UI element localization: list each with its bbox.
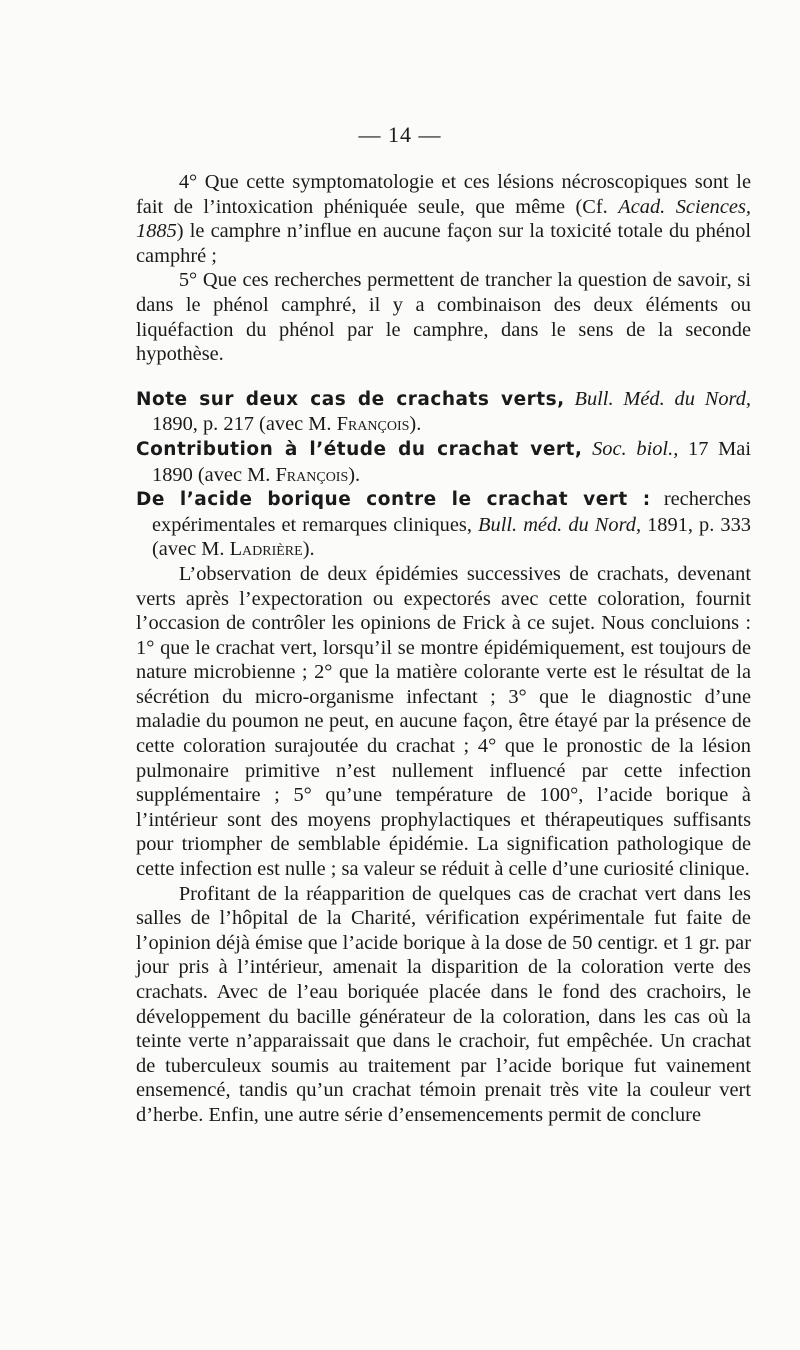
- page-body: [136, 170, 751, 1128]
- page-number: — 14 —: [358, 122, 442, 147]
- conclusion-4: 4° Que cette symptomatologie et ces lésions nécroscopiques sont le fait de l’intoxication phéniquée seule, que même (Cf. Acad. Sciences, 1885) le camphre n’influe en aucune façon sur la toxicité totale du phénol camphré ;: [136, 171, 751, 267]
- observation-paragraph: L’observation de deux épidémies successives de crachats, devenant verts après l’expectoration ou expectorés avec cette coloration, fournit l’occasion de contrôler les opinions de Frick à ce sujet. Nous concluions : 1° que le crachat vert, lorsqu’il se montre épidémiquement, est toujours de nature microbienne ; 2° que la matière colorante verte est le résultat de la sécrétion du micro-organisme infectant ; 3° que le diagnostic d’une maladie du poumon ne peut, en aucune façon, être étayé par la présence de cette coloration surajoutée du crachat ; 4° que le pronostic de la lésion pulmonaire primitive n’est nullement influencé par cette infection supplémentaire ; 5° qu’une température de 100°, l’acide borique à l’intérieur sont des moyens prophylactiques et thérapeutiques suffisants pour triompher de semblable épidémie. La signification pathologique de cette infection est nulle ; sa valeur se réduit à celle d’une curiosité clinique.: [136, 562, 751, 881]
- reference-3: De l’acide borique contre le crachat vert : recherches expérimentales et remarques cliniques, Bull. méd. du Nord, 1891, p. 333 (avec M. Ladrière).: [136, 488, 751, 561]
- reference-1: Note sur deux cas de crachats verts, Bull. Méd. du Nord, 1890, p. 217 (avec M. François).: [136, 387, 751, 436]
- reference-2: Contribution à l’étude du crachat vert, Soc. biol., 17 Mai 1890 (avec M. François).: [136, 437, 751, 486]
- conclusion-5: 5° Que ces recherches permettent de trancher la question de savoir, si dans le phénol camphré, il y a combinaison des deux éléments ou liquéfaction du phénol par le camphre, dans le sens de la seconde hypothèse.: [136, 269, 751, 366]
- experiment-paragraph: Profitant de la réapparition de quelques cas de crachat vert dans les salles de l’hôpital de la Charité, vérification expérimentale fut faite de l’opinion déjà émise que l’acide borique à la dose de 50 centigr. et 1 gr. par jour pris à l’intérieur, amenait la disparition de la coloration verte des crachats. Avec de l’eau boriquée placée dans le fond des crachoirs, le développement du bacille générateur de la coloration, dans les cas où la teinte verte n’apparaissait que dans le crachoir, fut empêchée. Un crachat de tuberculeux soumis au traitement par l’acide borique fut vainement ensemencé, tandis qu’un crachat témoin prenait très vite la couleur vert d’herbe. Enfin, une autre série d’ensemencements permit de conclure: [136, 882, 751, 1126]
